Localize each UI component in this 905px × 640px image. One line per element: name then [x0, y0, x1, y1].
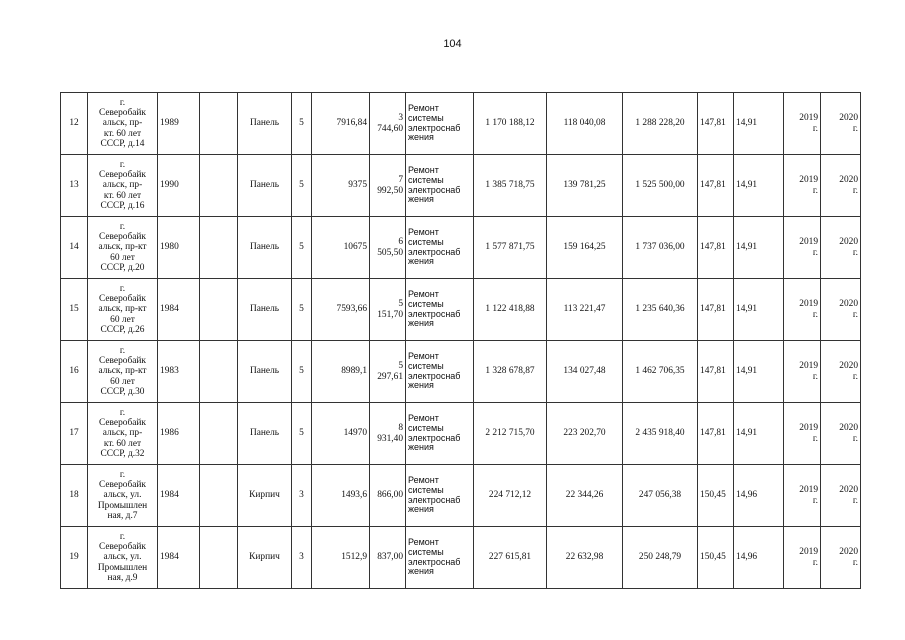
rate-2-cell: 14,91: [734, 93, 784, 155]
build-year-cell: 1986: [158, 403, 200, 465]
cost-part-cell: 22 632,98: [547, 527, 623, 589]
living-area-line: 7: [398, 175, 403, 186]
cost-total-cell: 2 212 715,70: [474, 403, 547, 465]
cost-total-cell: 1 122 418,88: [474, 279, 547, 341]
rate-1-cell: 147,81: [698, 93, 734, 155]
work-type-line: электроснаб: [408, 122, 461, 133]
table-row: [61, 403, 861, 465]
row-number-cell: 18: [61, 465, 88, 527]
address-line: СССР, д.20: [100, 262, 145, 273]
period-end-line: 2020: [839, 237, 858, 248]
cost-sum-cell: 1 235 640,36: [623, 279, 698, 341]
address-line: СССР, д.26: [100, 324, 145, 335]
period-start-cell: [784, 155, 821, 217]
period-start-line: г.: [812, 557, 818, 568]
row-number-cell: 17: [61, 403, 88, 465]
work-type-line: Ремонт: [408, 289, 439, 300]
cost-sum-cell: 1 525 500,00: [623, 155, 698, 217]
address-line: Северобайк: [99, 480, 146, 491]
work-type-line: Ремонт: [408, 165, 439, 176]
empty-cell-cell: [200, 341, 238, 403]
work-type-line: системы: [408, 422, 444, 433]
address-line: Северобайк: [99, 356, 146, 367]
cost-total-cell: 1 170 188,12: [474, 93, 547, 155]
work-type-line: системы: [408, 174, 444, 185]
work-type-line: жения: [408, 256, 434, 267]
build-year-cell: 1984: [158, 527, 200, 589]
table-row: [61, 93, 861, 155]
rate-2-cell: 14,91: [734, 279, 784, 341]
rate-1-cell: 147,81: [698, 403, 734, 465]
cost-part-cell: 113 221,47: [547, 279, 623, 341]
address-line: ная, д.7: [107, 510, 138, 521]
period-end-cell: [821, 217, 861, 279]
cost-total-cell: 1 577 871,75: [474, 217, 547, 279]
row-number-cell: 16: [61, 341, 88, 403]
period-start-cell: [784, 279, 821, 341]
work-type-line: электроснаб: [408, 246, 461, 257]
address-line: альск, пр-кт: [98, 242, 147, 253]
address-line: СССР, д.14: [100, 138, 145, 149]
period-start-line: г.: [812, 371, 818, 382]
living-area-cell: [370, 527, 406, 589]
period-start-cell: [784, 403, 821, 465]
address-line: альск, ул.: [103, 490, 142, 501]
living-area-line: 297,61: [377, 371, 403, 382]
address-line: ная, д.9: [107, 572, 138, 583]
address-line: г.: [119, 345, 126, 356]
period-end-cell: [821, 465, 861, 527]
rate-1-cell: 147,81: [698, 217, 734, 279]
work-type-line: Ремонт: [408, 413, 439, 424]
period-start-line: 2019: [799, 485, 818, 496]
period-start-line: г.: [812, 309, 818, 320]
work-type-line: жения: [408, 504, 434, 515]
period-end-line: г.: [852, 123, 858, 134]
cost-part-cell: 134 027,48: [547, 341, 623, 403]
build-year-cell: 1980: [158, 217, 200, 279]
work-type-line: системы: [408, 546, 444, 557]
address-line: альск, пр-кт: [98, 366, 147, 377]
table-row: [61, 341, 861, 403]
cost-sum-cell: 1 462 706,35: [623, 341, 698, 403]
empty-cell-cell: [200, 155, 238, 217]
address-line: СССР, д.16: [100, 200, 145, 211]
cost-total-cell: 224 712,12: [474, 465, 547, 527]
work-type-line: жения: [408, 132, 434, 143]
address-line: кт. 60 лет: [103, 128, 142, 139]
period-end-cell: [821, 155, 861, 217]
period-start-line: г.: [812, 185, 818, 196]
period-start-cell: [784, 527, 821, 589]
work-type-line: электроснаб: [408, 432, 461, 443]
address-line: альск, пр-: [102, 180, 143, 191]
work-type-line: жения: [408, 380, 434, 391]
floors-cell: 5: [292, 279, 312, 341]
wall-material-cell: Кирпич: [238, 465, 292, 527]
address-line: альск, пр-: [102, 428, 143, 439]
table-row: [61, 155, 861, 217]
empty-cell-cell: [200, 527, 238, 589]
build-year-cell: 1989: [158, 93, 200, 155]
address-line: г.: [119, 97, 126, 108]
work-type-line: Ремонт: [408, 475, 439, 486]
work-type-cell: [406, 93, 474, 155]
floors-cell: 5: [292, 93, 312, 155]
period-start-line: 2019: [799, 547, 818, 558]
period-end-line: 2020: [839, 175, 858, 186]
total-area-cell: 1512,9: [312, 527, 370, 589]
row-number-cell: 13: [61, 155, 88, 217]
cost-part-cell: 223 202,70: [547, 403, 623, 465]
wall-material-cell: Панель: [238, 341, 292, 403]
period-start-line: 2019: [799, 113, 818, 124]
row-number-cell: 14: [61, 217, 88, 279]
address-cell: [88, 527, 158, 589]
living-area-line: 6: [398, 237, 403, 248]
rate-2-cell: 14,91: [734, 341, 784, 403]
period-start-line: 2019: [799, 423, 818, 434]
address-cell: [88, 279, 158, 341]
period-end-cell: [821, 279, 861, 341]
cost-part-cell: 22 344,26: [547, 465, 623, 527]
repair-schedule-table: [60, 92, 861, 589]
address-line: г.: [119, 469, 126, 480]
living-area-cell: [370, 403, 406, 465]
period-end-line: г.: [852, 433, 858, 444]
floors-cell: 5: [292, 217, 312, 279]
period-end-line: 2020: [839, 113, 858, 124]
address-line: кт. 60 лет: [103, 190, 142, 201]
period-end-line: 2020: [839, 547, 858, 558]
period-start-line: г.: [812, 495, 818, 506]
address-cell: [88, 93, 158, 155]
cost-part-cell: 118 040,08: [547, 93, 623, 155]
work-type-line: Ремонт: [408, 227, 439, 238]
row-number-cell: 12: [61, 93, 88, 155]
empty-cell-cell: [200, 403, 238, 465]
living-area-cell: [370, 341, 406, 403]
work-type-cell: [406, 155, 474, 217]
page-number: 104: [443, 38, 462, 50]
floors-cell: 3: [292, 527, 312, 589]
period-start-line: 2019: [799, 175, 818, 186]
address-cell: [88, 465, 158, 527]
period-start-line: 2019: [799, 361, 818, 372]
living-area-line: 5: [398, 361, 403, 372]
address-line: альск, пр-: [102, 118, 143, 129]
address-line: г.: [119, 221, 126, 232]
floors-cell: 5: [292, 403, 312, 465]
rate-1-cell: 147,81: [698, 279, 734, 341]
work-type-line: Ремонт: [408, 103, 439, 114]
address-line: кт. 60 лет: [103, 438, 142, 449]
work-type-cell: [406, 403, 474, 465]
floors-cell: 5: [292, 155, 312, 217]
address-line: г.: [119, 159, 126, 170]
period-end-line: 2020: [839, 423, 858, 434]
period-end-line: г.: [852, 557, 858, 568]
cost-total-cell: 227 615,81: [474, 527, 547, 589]
address-line: 60 лет: [110, 252, 135, 263]
work-type-line: системы: [408, 298, 444, 309]
rate-2-cell: 14,96: [734, 527, 784, 589]
cost-part-cell: 139 781,25: [547, 155, 623, 217]
period-start-line: г.: [812, 247, 818, 258]
table-row: [61, 279, 861, 341]
living-area-cell: [370, 155, 406, 217]
period-end-line: г.: [852, 371, 858, 382]
total-area-cell: 10675: [312, 217, 370, 279]
work-type-cell: [406, 341, 474, 403]
period-end-line: 2020: [839, 485, 858, 496]
period-end-cell: [821, 93, 861, 155]
wall-material-cell: Кирпич: [238, 527, 292, 589]
rate-1-cell: 150,45: [698, 527, 734, 589]
total-area-cell: 1493,6: [312, 465, 370, 527]
address-line: Северобайк: [99, 232, 146, 243]
living-area-line: 3: [398, 113, 403, 124]
address-line: СССР, д.32: [100, 448, 145, 459]
cost-sum-cell: 2 435 918,40: [623, 403, 698, 465]
address-line: 60 лет: [110, 314, 135, 325]
work-type-line: системы: [408, 360, 444, 371]
work-type-cell: [406, 279, 474, 341]
address-line: Промышлен: [97, 562, 148, 573]
work-type-line: жения: [408, 442, 434, 453]
total-area-cell: 8989,1: [312, 341, 370, 403]
living-area-line: 837,00: [377, 552, 403, 563]
work-type-line: системы: [408, 484, 444, 495]
work-type-cell: [406, 527, 474, 589]
address-cell: [88, 403, 158, 465]
period-start-line: 2019: [799, 237, 818, 248]
period-end-line: г.: [852, 185, 858, 196]
address-line: 60 лет: [110, 376, 135, 387]
period-end-line: г.: [852, 247, 858, 258]
address-line: альск, пр-кт: [98, 304, 147, 315]
cost-part-cell: 159 164,25: [547, 217, 623, 279]
wall-material-cell: Панель: [238, 279, 292, 341]
period-end-cell: [821, 341, 861, 403]
address-line: Северобайк: [99, 170, 146, 181]
floors-cell: 5: [292, 341, 312, 403]
period-start-cell: [784, 465, 821, 527]
build-year-cell: 1990: [158, 155, 200, 217]
period-end-cell: [821, 403, 861, 465]
period-start-cell: [784, 93, 821, 155]
empty-cell-cell: [200, 217, 238, 279]
address-line: Промышлен: [97, 500, 148, 511]
cost-total-cell: 1 328 678,87: [474, 341, 547, 403]
period-end-line: г.: [852, 495, 858, 506]
work-type-line: электроснаб: [408, 494, 461, 505]
address-line: альск, ул.: [103, 552, 142, 563]
period-end-line: 2020: [839, 299, 858, 310]
rate-2-cell: 14,91: [734, 155, 784, 217]
work-type-line: системы: [408, 112, 444, 123]
address-line: г.: [119, 531, 126, 542]
period-end-cell: [821, 527, 861, 589]
period-end-line: 2020: [839, 361, 858, 372]
table-row: [61, 465, 861, 527]
living-area-cell: [370, 465, 406, 527]
living-area-cell: [370, 279, 406, 341]
empty-cell-cell: [200, 465, 238, 527]
living-area-line: 931,40: [377, 433, 403, 444]
living-area-line: 744,60: [377, 123, 403, 134]
work-type-line: Ремонт: [408, 537, 439, 548]
cost-sum-cell: 250 248,79: [623, 527, 698, 589]
work-type-line: электроснаб: [408, 184, 461, 195]
cost-sum-cell: 1 288 228,20: [623, 93, 698, 155]
period-end-line: г.: [852, 309, 858, 320]
work-type-line: жения: [408, 318, 434, 329]
rate-1-cell: 150,45: [698, 465, 734, 527]
table-row: [61, 217, 861, 279]
living-area-line: 866,00: [377, 490, 403, 501]
work-type-line: электроснаб: [408, 370, 461, 381]
wall-material-cell: Панель: [238, 217, 292, 279]
cost-sum-cell: 1 737 036,00: [623, 217, 698, 279]
work-type-cell: [406, 465, 474, 527]
work-type-line: системы: [408, 236, 444, 247]
total-area-cell: 9375: [312, 155, 370, 217]
work-type-cell: [406, 217, 474, 279]
living-area-line: 5: [398, 299, 403, 310]
period-start-line: г.: [812, 123, 818, 134]
work-type-line: Ремонт: [408, 351, 439, 362]
living-area-line: 505,50: [377, 247, 403, 258]
work-type-line: жения: [408, 194, 434, 205]
build-year-cell: 1983: [158, 341, 200, 403]
floors-cell: 3: [292, 465, 312, 527]
address-line: г.: [119, 283, 126, 294]
period-start-line: 2019: [799, 299, 818, 310]
row-number-cell: 15: [61, 279, 88, 341]
living-area-cell: [370, 217, 406, 279]
rate-1-cell: 147,81: [698, 155, 734, 217]
address-cell: [88, 341, 158, 403]
wall-material-cell: Панель: [238, 155, 292, 217]
empty-cell-cell: [200, 279, 238, 341]
cost-total-cell: 1 385 718,75: [474, 155, 547, 217]
total-area-cell: 7593,66: [312, 279, 370, 341]
period-start-line: г.: [812, 433, 818, 444]
empty-cell-cell: [200, 93, 238, 155]
rate-1-cell: 147,81: [698, 341, 734, 403]
living-area-line: 992,50: [377, 185, 403, 196]
address-line: Северобайк: [99, 542, 146, 553]
period-start-cell: [784, 341, 821, 403]
address-line: СССР, д.30: [100, 386, 145, 397]
living-area-line: 151,70: [377, 309, 403, 320]
address-line: Северобайк: [99, 294, 146, 305]
period-start-cell: [784, 217, 821, 279]
living-area-cell: [370, 93, 406, 155]
rate-2-cell: 14,96: [734, 465, 784, 527]
address-line: г.: [119, 407, 126, 418]
total-area-cell: 7916,84: [312, 93, 370, 155]
rate-2-cell: 14,91: [734, 217, 784, 279]
build-year-cell: 1984: [158, 279, 200, 341]
wall-material-cell: Панель: [238, 403, 292, 465]
address-line: Северобайк: [99, 108, 146, 119]
work-type-line: электроснаб: [408, 308, 461, 319]
work-type-line: электроснаб: [408, 556, 461, 567]
address-line: Северобайк: [99, 418, 146, 429]
cost-sum-cell: 247 056,38: [623, 465, 698, 527]
address-cell: [88, 155, 158, 217]
total-area-cell: 14970: [312, 403, 370, 465]
table-row: [61, 527, 861, 589]
build-year-cell: 1984: [158, 465, 200, 527]
work-type-line: жения: [408, 566, 434, 577]
address-cell: [88, 217, 158, 279]
wall-material-cell: Панель: [238, 93, 292, 155]
row-number-cell: 19: [61, 527, 88, 589]
rate-2-cell: 14,91: [734, 403, 784, 465]
living-area-line: 8: [398, 423, 403, 434]
